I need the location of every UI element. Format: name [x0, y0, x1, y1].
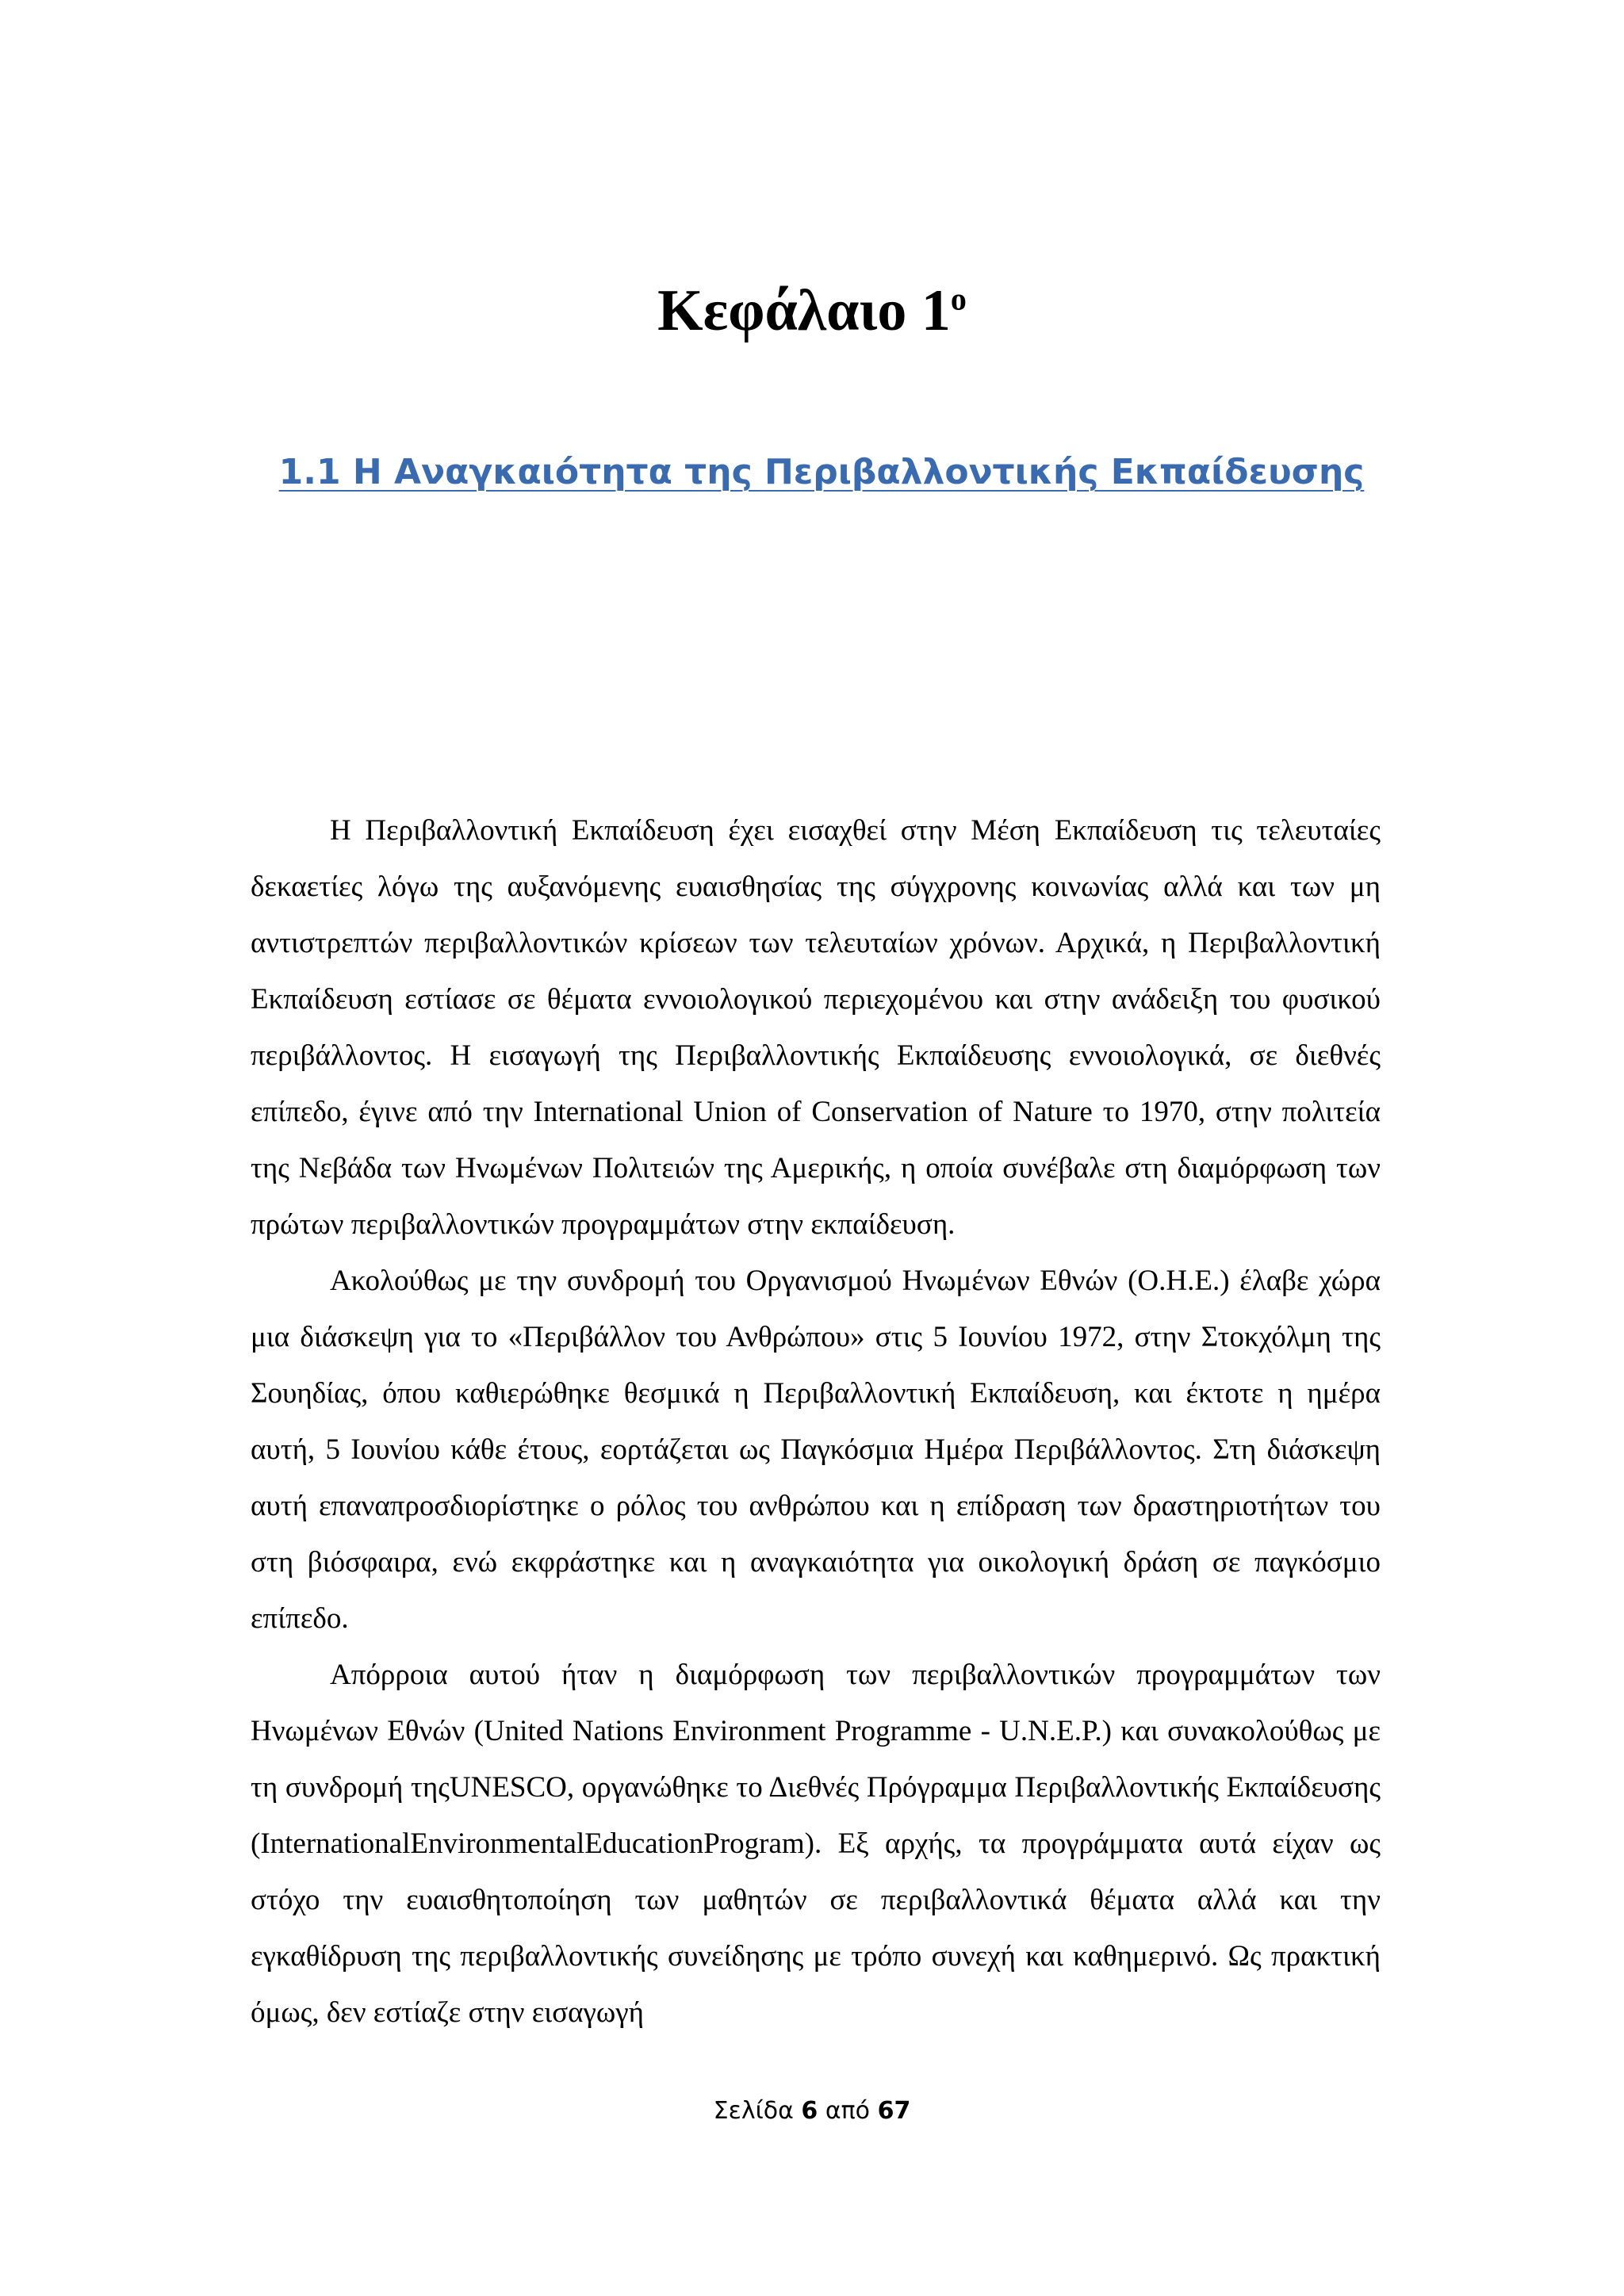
- paragraph-3: Απόρροια αυτού ήταν η διαμόρφωση των περιβαλλοντικών προγραμμάτων των Ηνωμένων Εθνών (United Nations Environment Programme - U.N.E.P.) και συνακολούθως με τη συνδρομή τηςUNESCO, οργανώθηκε το Διεθνές Πρόγραμμα Περιβαλλοντικής Εκπαίδευσης (InternationalEnvironmentalEducationProgram). Εξ αρχής, τα προγράμματα αυτά είχαν ως στόχο την ευαισθητοποίηση των μαθητών σε περιβαλλοντικά θέματα αλλά και την εγκαθίδρυση της περιβαλλοντικής συνείδησης με τρόπο συνεχή και καθημερινό. Ως πρακτική όμως, δεν εστίαζε στην εισαγωγή: [251, 1659, 1381, 2029]
- paragraph-1: Η Περιβαλλοντική Εκπαίδευση έχει εισαχθεί στην Μέση Εκπαίδευση τις τελευταίες δεκαετίες λόγω της αυξανόμενης ευαισθησίας της σύγχρονης κοινωνίας αλλά και των μη αντιστρεπτών περιβαλλοντικών κρίσεων των τελευταίων χρόνων. Αρχικά, η Περιβαλλοντική Εκπαίδευση εστίασε σε θέματα εννοιολογικού περιεχομένου και στην ανάδειξη του φυσικού περιβάλλοντος. Η εισαγωγή της Περιβαλλοντικής Εκπαίδευσης εννοιολογικά, σε διεθνές επίπεδο, έγινε από την International Union of Conservation of Nature το 1970, στην πολιτεία της Νεβάδα των Ηνωμένων Πολιτειών της Αμερικής, η οποία συνέβαλε στη διαμόρφωση των πρώτων περιβαλλοντικών προγραμμάτων στην εκπαίδευση.: [251, 814, 1381, 1241]
- footer-total-pages: 67: [877, 2097, 911, 2125]
- footer-separator: από: [825, 2097, 871, 2125]
- chapter-title-text: Κεφάλαιο 1: [657, 278, 951, 343]
- chapter-title-superscript: ο: [950, 281, 967, 317]
- footer-label: Σελίδα: [713, 2097, 794, 2125]
- paragraph-2: Ακολούθως με την συνδρομή του Οργανισμού Ηνωμένων Εθνών (Ο.Η.Ε.) έλαβε χώρα μια διάσκεψη για το «Περιβάλλον του Ανθρώπου» στις 5 Ιουνίου 1972, στην Στοκχόλμη της Σουηδίας, όπου καθιερώθηκε θεσμικά η Περιβαλλοντική Εκπαίδευση, και έκτοτε η ημέρα αυτή, 5 Ιουνίου κάθε έτους, εορτάζεται ως Παγκόσμια Ημέρα Περιβάλλοντος. Στη διάσκεψη αυτή επαναπροσδιορίστηκε ο ρόλος του ανθρώπου και η επίδραση των δραστηριοτήτων του στη βιόσφαιρα, ενώ εκφράστηκε και η αναγκαιότητα για οικολογική δράση σε παγκόσμιο επίπεδο.: [251, 1265, 1381, 1635]
- body-text: [251, 802, 1381, 2041]
- section-heading: 1.1 Η Αναγκαιότητα της Περιβαλλοντικής Εκπαίδευσης: [278, 452, 1365, 492]
- footer-current-page: 6: [801, 2097, 818, 2125]
- chapter-title: [0, 279, 1624, 343]
- page-footer: [0, 2097, 1624, 2125]
